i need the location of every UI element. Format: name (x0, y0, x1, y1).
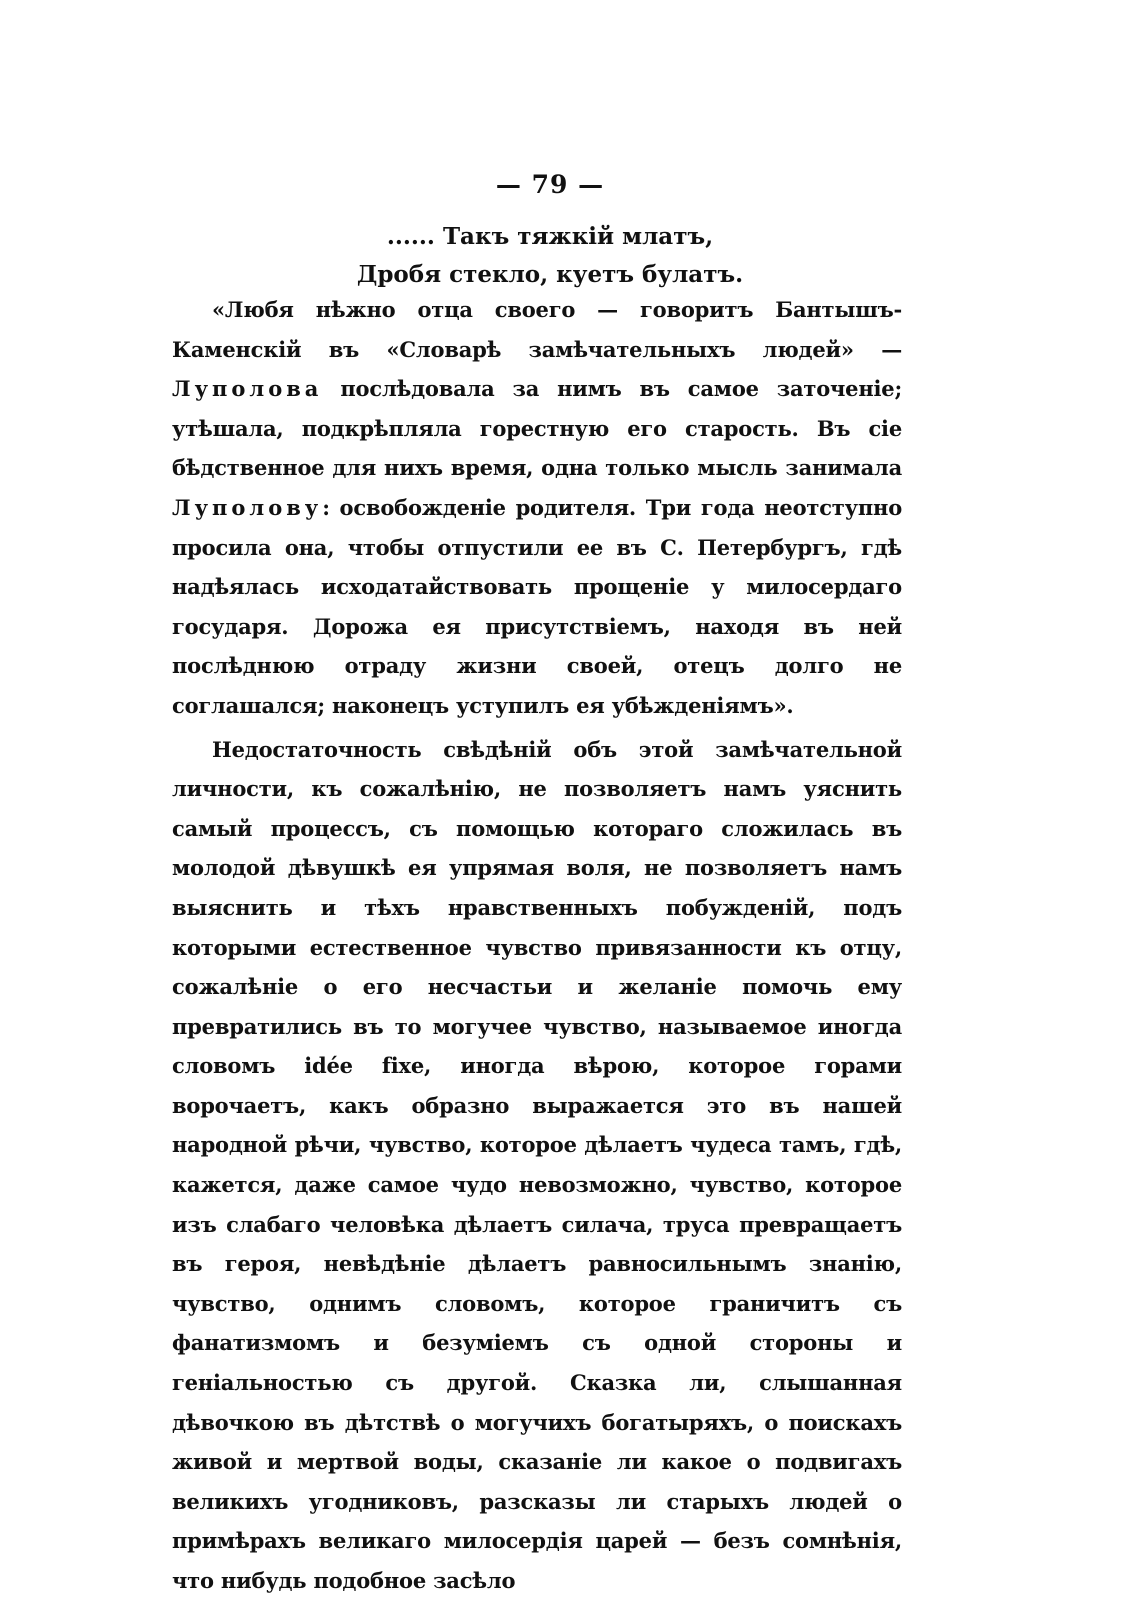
paragraph-quote (172, 290, 902, 726)
epigraph-line: ...... Такъ тяжкій млатъ, (386, 223, 714, 250)
emphasized-name: Луполова (172, 376, 323, 402)
quote-text: : освобожденіе родителя. Три года неотступно просила она, чтобы отпустили ее въ С. Петербургъ, гдѣ надѣялась исходатайствовать прощеніе у милосердаго государя. Дорожа ея присутствіемъ, находя въ ней послѣднюю отраду жизни своей, отецъ долго не соглашался; наконецъ уступилъ ея убѣжденіямъ». (172, 494, 902, 718)
quote-text: «Любя нѣжно отца своего — говоритъ Бантышъ-Каменскій въ «Словарѣ замѣчательныхъ людей» — (172, 297, 902, 362)
epigraph-line: Дробя стекло, куетъ булатъ. (356, 261, 744, 288)
page-number: — 79 — (495, 170, 605, 199)
paragraph: Недостаточность свѣдѣній объ этой замѣчательной личности, къ сожалѣнію, не позволяетъ намъ уяснить самый процессъ, съ помощью котораго сложилась въ молодой дѣвушкѣ ея упрямая воля, не позволяетъ намъ выяснить и тѣхъ нравственныхъ побужденій, подъ которыми естественное чувство привязанности къ отцу, сожалѣніе о его несчастьи и желаніе помочь ему превратились въ то могучее чувство, называемое иногда словомъ idée fixe, иногда вѣрою, которое горами ворочаетъ, какъ образно выражается это въ нашей народной рѣчи, чувство, которое дѣлаетъ чудеса тамъ, гдѣ, кажется, даже самое чудо невозможно, чувство, которое изъ слабаго человѣка дѣлаетъ силача, труса превращаетъ въ героя, невѣдѣніе дѣлаетъ равносильнымъ знанію, чувство, однимъ словомъ, которое граничитъ съ фанатизмомъ и безуміемъ съ одной стороны и геніальностью съ другой. Сказка ли, слышанная дѣвочкою въ дѣтствѣ о могучихъ богатыряхъ, о поискахъ живой и мертвой воды, сказаніе ли какое о подвигахъ великихъ угодниковъ, разсказы ли старыхъ людей о примѣрахъ великаго милосердія царей — безъ сомнѣнія, что нибудь подобное засѣло (172, 736, 902, 1593)
quote-text: послѣдовала за нимъ въ самое заточеніе; утѣшала, подкрѣпляла горестную его старость. Въ сіе бѣдственное для нихъ время, одна только мысль занимала (172, 376, 902, 481)
epigraph (0, 218, 1100, 294)
body-text (172, 290, 902, 1601)
emphasized-name: Луполову (172, 494, 323, 520)
